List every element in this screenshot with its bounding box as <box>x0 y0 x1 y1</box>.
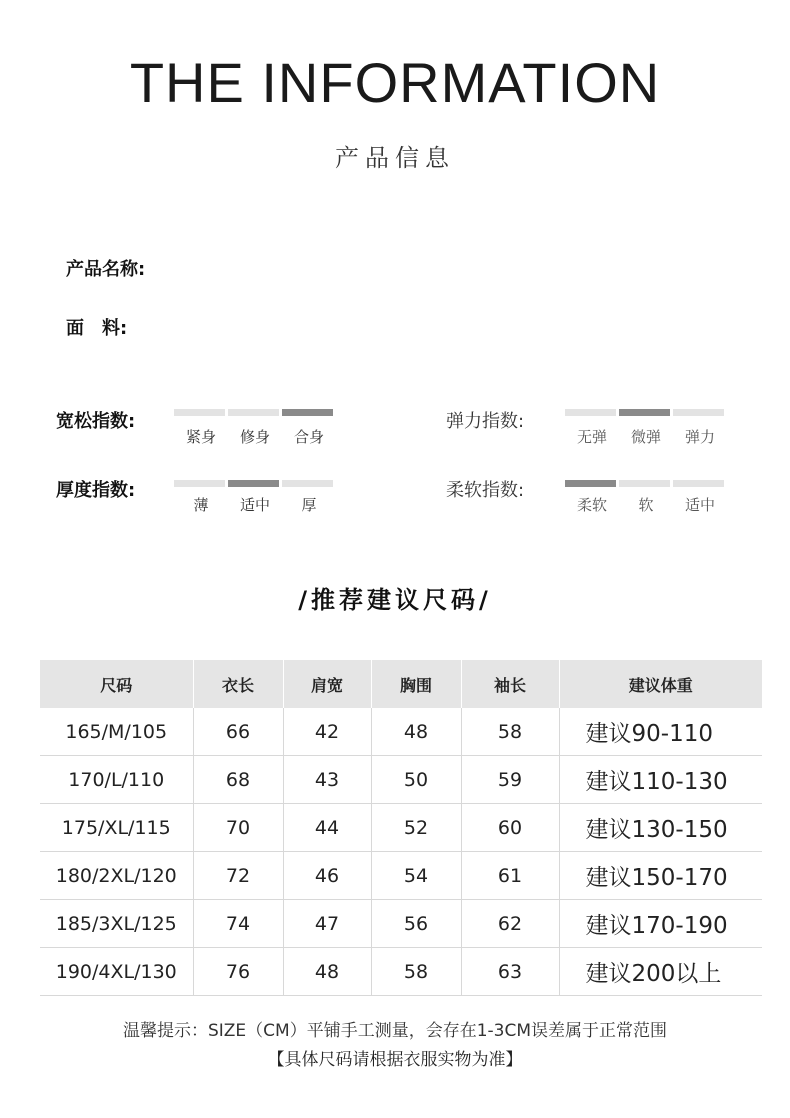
elasticity-option: 微弹 <box>630 428 661 446</box>
chest-cell: 48 <box>371 708 461 756</box>
chest-cell: 56 <box>371 900 461 948</box>
thickness-index-bar <box>174 480 333 487</box>
size-cell: 175/XL/115 <box>40 804 193 852</box>
elasticity-option: 无弹 <box>576 428 607 446</box>
sleeve-cell: 63 <box>461 948 559 996</box>
looseness-index-label: 宽松指数: <box>56 411 136 432</box>
shoulder-cell: 44 <box>283 804 371 852</box>
size-cell: 180/2XL/120 <box>40 852 193 900</box>
elasticity-index-bar <box>565 409 724 416</box>
softness-seg-1 <box>565 480 616 487</box>
looseness-options <box>174 426 336 447</box>
looseness-seg-1 <box>174 409 225 416</box>
product-name-label: 产品名称: <box>66 259 146 280</box>
chest-cell: 50 <box>371 756 461 804</box>
chest-cell: 54 <box>371 852 461 900</box>
thickness-option: 厚 <box>301 496 317 514</box>
column-header: 建议体重 <box>559 660 762 708</box>
softness-option: 适中 <box>684 496 715 514</box>
weight-cell: 建议110-130 <box>559 756 762 804</box>
elasticity-seg-2 <box>619 409 670 416</box>
shoulder-cell: 47 <box>283 900 371 948</box>
table-row <box>40 804 762 852</box>
shoulder-cell: 42 <box>283 708 371 756</box>
shoulder-cell: 48 <box>283 948 371 996</box>
looseness-option: 合身 <box>293 428 324 446</box>
softness-index-label: 柔软指数: <box>446 480 525 501</box>
table-row <box>40 852 762 900</box>
size-disclaimer: 【具体尺码请根据衣服实物为准】 <box>267 1050 523 1070</box>
shoulder-cell: 43 <box>283 756 371 804</box>
size-cell: 190/4XL/130 <box>40 948 193 996</box>
measurement-note: 温馨提示：SIZE（CM）平铺手工测量，会存在1-3CM误差属于正常范围 <box>122 1021 668 1041</box>
size-cell: 185/3XL/125 <box>40 900 193 948</box>
fabric-label: 面 料: <box>66 318 128 339</box>
length-cell: 70 <box>193 804 283 852</box>
sleeve-cell: 60 <box>461 804 559 852</box>
thickness-index-label: 厚度指数: <box>56 480 136 501</box>
looseness-option: 紧身 <box>185 428 216 446</box>
size-cell: 170/L/110 <box>40 756 193 804</box>
length-cell: 68 <box>193 756 283 804</box>
softness-option: 软 <box>638 496 654 514</box>
softness-option: 柔软 <box>576 496 607 514</box>
weight-cell: 建议130-150 <box>559 804 762 852</box>
chest-cell: 52 <box>371 804 461 852</box>
page-title: THE INFORMATION <box>129 51 661 114</box>
sleeve-cell: 58 <box>461 708 559 756</box>
looseness-seg-2 <box>228 409 279 416</box>
sleeve-cell: 61 <box>461 852 559 900</box>
table-row <box>40 900 762 948</box>
weight-cell: 建议200以上 <box>559 948 762 996</box>
weight-cell: 建议150-170 <box>559 852 762 900</box>
softness-options <box>565 494 727 515</box>
size-section-title: /推荐建议尺码/ <box>298 586 492 614</box>
table-row <box>40 708 762 756</box>
page-subtitle: 产品信息 <box>335 144 455 172</box>
column-header: 胸围 <box>371 660 461 708</box>
looseness-option: 修身 <box>239 428 270 446</box>
weight-cell: 建议90-110 <box>559 708 762 756</box>
sleeve-cell: 59 <box>461 756 559 804</box>
thickness-seg-2 <box>228 480 279 487</box>
length-cell: 72 <box>193 852 283 900</box>
length-cell: 74 <box>193 900 283 948</box>
thickness-seg-1 <box>174 480 225 487</box>
column-header: 肩宽 <box>283 660 371 708</box>
elasticity-option: 弹力 <box>684 428 715 446</box>
table-row <box>40 948 762 996</box>
table-row <box>40 756 762 804</box>
thickness-option: 适中 <box>239 496 270 514</box>
elasticity-seg-3 <box>673 409 724 416</box>
thickness-seg-3 <box>282 480 333 487</box>
shoulder-cell: 46 <box>283 852 371 900</box>
length-cell: 76 <box>193 948 283 996</box>
column-header: 衣长 <box>193 660 283 708</box>
length-cell: 66 <box>193 708 283 756</box>
softness-seg-2 <box>619 480 670 487</box>
size-cell: 165/M/105 <box>40 708 193 756</box>
looseness-index-bar <box>174 409 333 416</box>
elasticity-seg-1 <box>565 409 616 416</box>
elasticity-options <box>565 426 727 447</box>
weight-cell: 建议170-190 <box>559 900 762 948</box>
softness-seg-3 <box>673 480 724 487</box>
thickness-option: 薄 <box>193 496 209 514</box>
sleeve-cell: 62 <box>461 900 559 948</box>
softness-index-bar <box>565 480 724 487</box>
chest-cell: 58 <box>371 948 461 996</box>
column-header: 袖长 <box>461 660 559 708</box>
thickness-options <box>174 494 336 515</box>
size-table-header-row <box>40 660 762 708</box>
elasticity-index-label: 弹力指数: <box>446 411 525 432</box>
size-table <box>40 660 762 996</box>
looseness-seg-3 <box>282 409 333 416</box>
column-header: 尺码 <box>40 660 193 708</box>
